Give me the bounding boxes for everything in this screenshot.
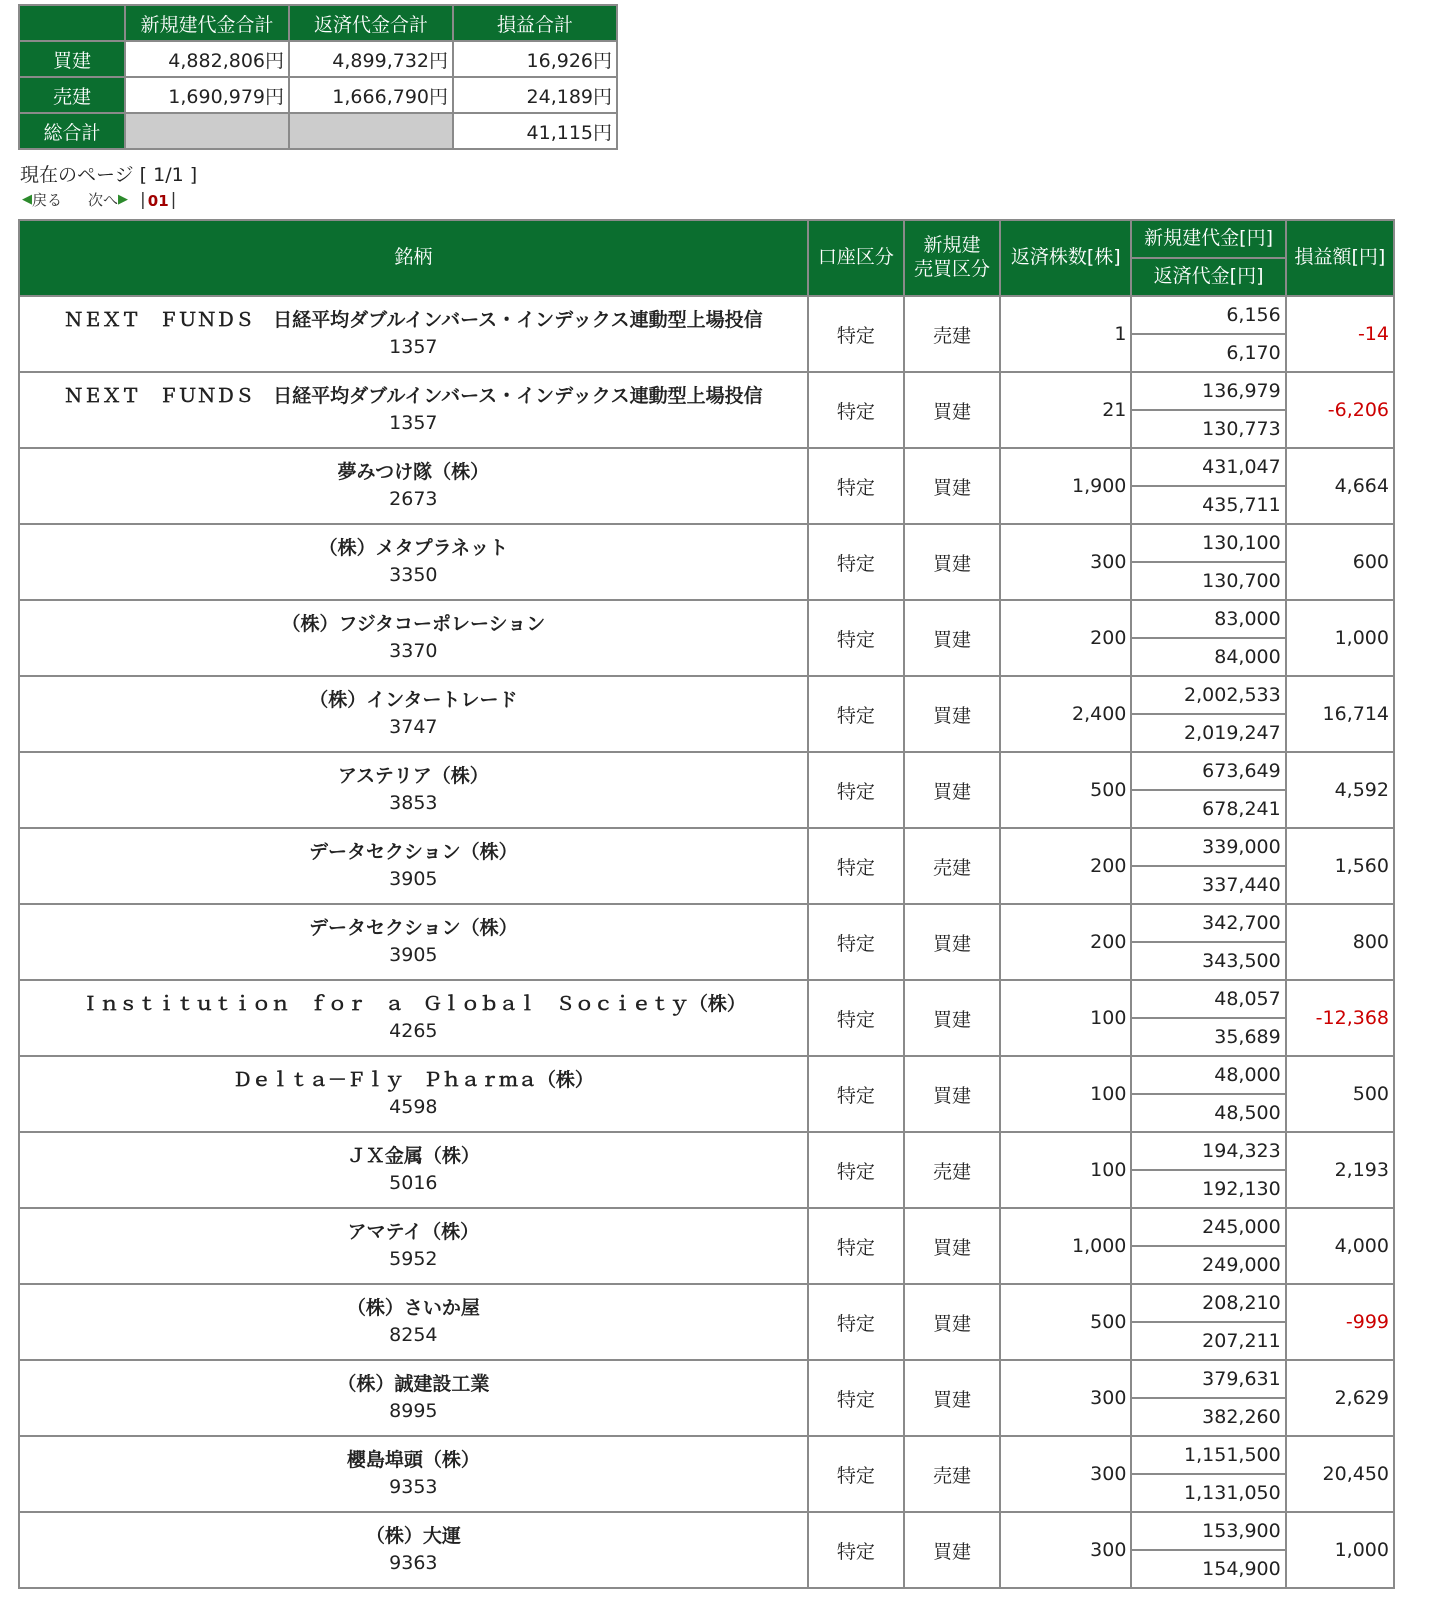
- account-type: 特定: [809, 525, 903, 599]
- stock-cell: [20, 1513, 807, 1587]
- profit-loss: 500: [1287, 1057, 1393, 1131]
- account-type: 特定: [809, 373, 903, 447]
- return-amount: 207,211: [1132, 1323, 1284, 1359]
- new-amount: 431,047: [1132, 449, 1284, 485]
- stock-cell: [20, 601, 807, 675]
- summary-row-buy: [20, 42, 616, 76]
- account-type: 特定: [809, 1057, 903, 1131]
- header-new-amount: 新規建代金[円]: [1132, 221, 1284, 257]
- new-amount: 83,000: [1132, 601, 1284, 637]
- account-type: 特定: [809, 601, 903, 675]
- table-row: [20, 677, 1393, 713]
- stock-name: ＮＥＸＴ ＦＵＮＤＳ 日経平均ダブルインバース・インデックス連動型上場投信: [64, 385, 763, 408]
- prev-page-label: 戻る: [32, 191, 63, 209]
- stock-code: 9363: [389, 1552, 438, 1574]
- new-amount: 6,156: [1132, 297, 1284, 333]
- stock-name: アマテイ（株）: [347, 1221, 480, 1244]
- shares-count: 500: [1001, 1285, 1130, 1359]
- shares-count: 1,900: [1001, 449, 1130, 523]
- shares-count: 300: [1001, 1513, 1130, 1587]
- account-type: 特定: [809, 1209, 903, 1283]
- new-amount: 339,000: [1132, 829, 1284, 865]
- stock-code: 9353: [389, 1476, 438, 1498]
- shares-count: 1: [1001, 297, 1130, 371]
- stock-cell: [20, 1437, 807, 1511]
- summary-row-label: 買建: [20, 42, 124, 76]
- trade-type: 売建: [905, 1437, 999, 1511]
- table-row: [20, 981, 1393, 1017]
- shares-count: 500: [1001, 753, 1130, 827]
- new-amount: 673,649: [1132, 753, 1284, 789]
- return-amount: 192,130: [1132, 1171, 1284, 1207]
- account-type: 特定: [809, 449, 903, 523]
- stock-cell: [20, 373, 807, 447]
- shares-count: 100: [1001, 1133, 1130, 1207]
- new-amount: 130,100: [1132, 525, 1284, 561]
- account-type: 特定: [809, 1133, 903, 1207]
- stock-name: データセクション（株）: [309, 917, 518, 940]
- return-amount: 343,500: [1132, 943, 1284, 979]
- stock-cell: [20, 1133, 807, 1207]
- divider: |: [170, 190, 177, 210]
- header-shares: 返済株数[株]: [1001, 221, 1130, 295]
- profit-loss: 4,000: [1287, 1209, 1393, 1283]
- profit-loss: 2,629: [1287, 1361, 1393, 1435]
- profit-loss: -14: [1287, 297, 1393, 371]
- account-type: 特定: [809, 677, 903, 751]
- return-amount: 2,019,247: [1132, 715, 1284, 751]
- profit-loss: -999: [1287, 1285, 1393, 1359]
- summary-new-total: 4,882,806円: [126, 42, 288, 76]
- trade-type: 買建: [905, 1513, 999, 1587]
- trade-type: 買建: [905, 677, 999, 751]
- table-row: [20, 905, 1393, 941]
- stock-name: ＪＸ金属（株）: [346, 1145, 480, 1168]
- trade-type: 買建: [905, 1209, 999, 1283]
- table-row: [20, 1437, 1393, 1473]
- stock-cell: [20, 905, 807, 979]
- stock-name: 櫻島埠頭（株）: [346, 1449, 480, 1472]
- header-trade-type-line1: 新規建: [923, 234, 981, 257]
- return-amount: 84,000: [1132, 639, 1284, 675]
- account-type: 特定: [809, 753, 903, 827]
- account-type: 特定: [809, 297, 903, 371]
- shares-count: 300: [1001, 525, 1130, 599]
- summary-header-pl-total: 損益合計: [454, 6, 616, 40]
- summary-empty-cell: [290, 114, 452, 148]
- summary-return-total: 4,899,732円: [290, 42, 452, 76]
- new-amount: 153,900: [1132, 1513, 1284, 1549]
- return-amount: 154,900: [1132, 1551, 1284, 1587]
- return-amount: 435,711: [1132, 487, 1284, 523]
- profit-loss: 1,000: [1287, 601, 1393, 675]
- return-amount: 130,700: [1132, 563, 1284, 599]
- table-row: [20, 1057, 1393, 1093]
- trade-results-table: [18, 219, 1395, 1589]
- summary-row-label: 総合計: [20, 114, 124, 148]
- stock-code: 8995: [389, 1400, 438, 1422]
- return-amount: 6,170: [1132, 335, 1284, 371]
- trade-type: 買建: [905, 373, 999, 447]
- new-amount: 2,002,533: [1132, 677, 1284, 713]
- stock-name: アステリア（株）: [337, 765, 489, 788]
- stock-cell: [20, 1209, 807, 1283]
- shares-count: 200: [1001, 829, 1130, 903]
- trade-type: 買建: [905, 1285, 999, 1359]
- profit-loss: 800: [1287, 905, 1393, 979]
- table-row: [20, 525, 1393, 561]
- return-amount: 35,689: [1132, 1019, 1284, 1055]
- stock-cell: [20, 1285, 807, 1359]
- stock-name: （株）さいか屋: [346, 1297, 480, 1320]
- summary-header-return-total: 返済代金合計: [290, 6, 452, 40]
- return-amount: 249,000: [1132, 1247, 1284, 1283]
- stock-code: 3853: [389, 792, 438, 814]
- stock-cell: [20, 1361, 807, 1435]
- stock-name: Ｉｎｓｔｉｔｕｔｉｏｎ ｆｏｒ ａ Ｇｌｏｂａｌ Ｓｏｃｉｅｔｙ（株）: [80, 993, 746, 1016]
- stock-cell: [20, 753, 807, 827]
- trade-type: 買建: [905, 1057, 999, 1131]
- new-amount: 245,000: [1132, 1209, 1284, 1245]
- profit-loss: 16,714: [1287, 677, 1393, 751]
- shares-count: 300: [1001, 1361, 1130, 1435]
- trade-type: 売建: [905, 297, 999, 371]
- table-row: [20, 829, 1393, 865]
- account-type: 特定: [809, 981, 903, 1055]
- shares-count: 300: [1001, 1437, 1130, 1511]
- summary-row-sell: [20, 78, 616, 112]
- triangle-right-icon: ▶: [118, 192, 129, 207]
- stock-code: 1357: [389, 412, 438, 434]
- table-row: [20, 449, 1393, 485]
- summary-table: [18, 4, 618, 150]
- shares-count: 1,000: [1001, 1209, 1130, 1283]
- account-type: 特定: [809, 1285, 903, 1359]
- summary-pl-total: 16,926円: [454, 42, 616, 76]
- header-return-amount: 返済代金[円]: [1132, 259, 1284, 295]
- page-number-link[interactable]: 01: [147, 192, 169, 210]
- stock-code: 5952: [389, 1248, 438, 1270]
- profit-loss: 4,664: [1287, 449, 1393, 523]
- stock-cell: [20, 449, 807, 523]
- return-amount: 48,500: [1132, 1095, 1284, 1131]
- stock-cell: [20, 829, 807, 903]
- stock-cell: [20, 981, 807, 1055]
- stock-name: （株）メタプラネット: [318, 537, 509, 560]
- profit-loss: -6,206: [1287, 373, 1393, 447]
- profit-loss: 600: [1287, 525, 1393, 599]
- current-page-indicator: 現在のページ [ 1/1 ]: [20, 164, 198, 186]
- new-amount: 194,323: [1132, 1133, 1284, 1169]
- profit-loss: 1,000: [1287, 1513, 1393, 1587]
- shares-count: 100: [1001, 981, 1130, 1055]
- stock-code: 1357: [389, 336, 438, 358]
- trade-type: 買建: [905, 1361, 999, 1435]
- table-row: [20, 1209, 1393, 1245]
- table-row: [20, 601, 1393, 637]
- header-trade-type-line2: 売買区分: [914, 258, 991, 280]
- trade-type: 買建: [905, 525, 999, 599]
- stock-name: ＮＥＸＴ ＦＵＮＤＳ 日経平均ダブルインバース・インデックス連動型上場投信: [64, 309, 763, 332]
- new-amount: 136,979: [1132, 373, 1284, 409]
- stock-name: （株）フジタコーポレーション: [281, 613, 546, 636]
- summary-return-total: 1,666,790円: [290, 78, 452, 112]
- account-type: 特定: [809, 1361, 903, 1435]
- table-row: [20, 297, 1393, 333]
- shares-count: 200: [1001, 601, 1130, 675]
- stock-name: （株）インタートレード: [309, 689, 518, 712]
- profit-loss: 1,560: [1287, 829, 1393, 903]
- trade-type: 買建: [905, 905, 999, 979]
- new-amount: 342,700: [1132, 905, 1284, 941]
- stock-code: 4598: [389, 1096, 438, 1118]
- profit-loss: 2,193: [1287, 1133, 1393, 1207]
- table-row: [20, 1285, 1393, 1321]
- header-name: 銘柄: [20, 221, 807, 295]
- return-amount: 337,440: [1132, 867, 1284, 903]
- account-type: 特定: [809, 1513, 903, 1587]
- new-amount: 1,151,500: [1132, 1437, 1284, 1473]
- header-pl: 損益額[円]: [1287, 221, 1393, 295]
- stock-code: 3350: [389, 564, 438, 586]
- return-amount: 130,773: [1132, 411, 1284, 447]
- next-page-link[interactable]: [88, 189, 128, 210]
- new-amount: 48,057: [1132, 981, 1284, 1017]
- trade-type: 売建: [905, 1133, 999, 1207]
- summary-new-total: 1,690,979円: [126, 78, 288, 112]
- shares-count: 200: [1001, 905, 1130, 979]
- stock-code: 8254: [389, 1324, 438, 1346]
- stock-code: 4265: [389, 1020, 438, 1042]
- profit-loss: 20,450: [1287, 1437, 1393, 1511]
- shares-count: 21: [1001, 373, 1130, 447]
- stock-code: 3747: [389, 716, 438, 738]
- next-page-label: 次へ: [88, 191, 119, 209]
- shares-count: 100: [1001, 1057, 1130, 1131]
- return-amount: 678,241: [1132, 791, 1284, 827]
- header-account: 口座区分: [809, 221, 903, 295]
- new-amount: 208,210: [1132, 1285, 1284, 1321]
- stock-cell: [20, 297, 807, 371]
- summary-row-label: 売建: [20, 78, 124, 112]
- stock-cell: [20, 1057, 807, 1131]
- table-row: [20, 373, 1393, 409]
- summary-pl-total: 41,115円: [454, 114, 616, 148]
- prev-page-link[interactable]: [22, 189, 62, 210]
- table-row: [20, 1361, 1393, 1397]
- trade-type: 売建: [905, 829, 999, 903]
- summary-empty-cell: [126, 114, 288, 148]
- return-amount: 382,260: [1132, 1399, 1284, 1435]
- account-type: 特定: [809, 905, 903, 979]
- trade-type: 買建: [905, 601, 999, 675]
- summary-pl-total: 24,189円: [454, 78, 616, 112]
- table-row: [20, 1513, 1393, 1549]
- account-type: 特定: [809, 829, 903, 903]
- stock-name: Ｄｅｌｔａ－Ｆｌｙ Ｐｈａｒｍａ（株）: [232, 1069, 594, 1092]
- stock-code: 3905: [389, 868, 438, 890]
- stock-cell: [20, 525, 807, 599]
- header-trade-type: [905, 221, 999, 295]
- stock-name: データセクション（株）: [309, 841, 518, 864]
- new-amount: 379,631: [1132, 1361, 1284, 1397]
- stock-code: 5016: [389, 1172, 438, 1194]
- stock-code: 3370: [389, 640, 438, 662]
- shares-count: 2,400: [1001, 677, 1130, 751]
- new-amount: 48,000: [1132, 1057, 1284, 1093]
- profit-loss: -12,368: [1287, 981, 1393, 1055]
- stock-code: 2673: [389, 488, 438, 510]
- stock-code: 3905: [389, 944, 438, 966]
- trade-type: 買建: [905, 449, 999, 523]
- stock-cell: [20, 677, 807, 751]
- stock-name: （株）大運: [365, 1525, 461, 1548]
- summary-corner-cell: [20, 6, 124, 40]
- stock-name: 夢みつけ隊（株）: [337, 461, 490, 484]
- triangle-left-icon: ◀: [22, 192, 32, 207]
- return-amount: 1,131,050: [1132, 1475, 1284, 1511]
- summary-header-new-total: 新規建代金合計: [126, 6, 288, 40]
- pagination: [22, 189, 178, 210]
- stock-name: （株）誠建設工業: [337, 1373, 490, 1396]
- account-type: 特定: [809, 1437, 903, 1511]
- summary-row-grand-total: [20, 114, 616, 148]
- profit-loss: 4,592: [1287, 753, 1393, 827]
- trade-type: 買建: [905, 753, 999, 827]
- table-row: [20, 753, 1393, 789]
- trade-type: 買建: [905, 981, 999, 1055]
- divider: |: [140, 190, 146, 210]
- table-row: [20, 1133, 1393, 1169]
